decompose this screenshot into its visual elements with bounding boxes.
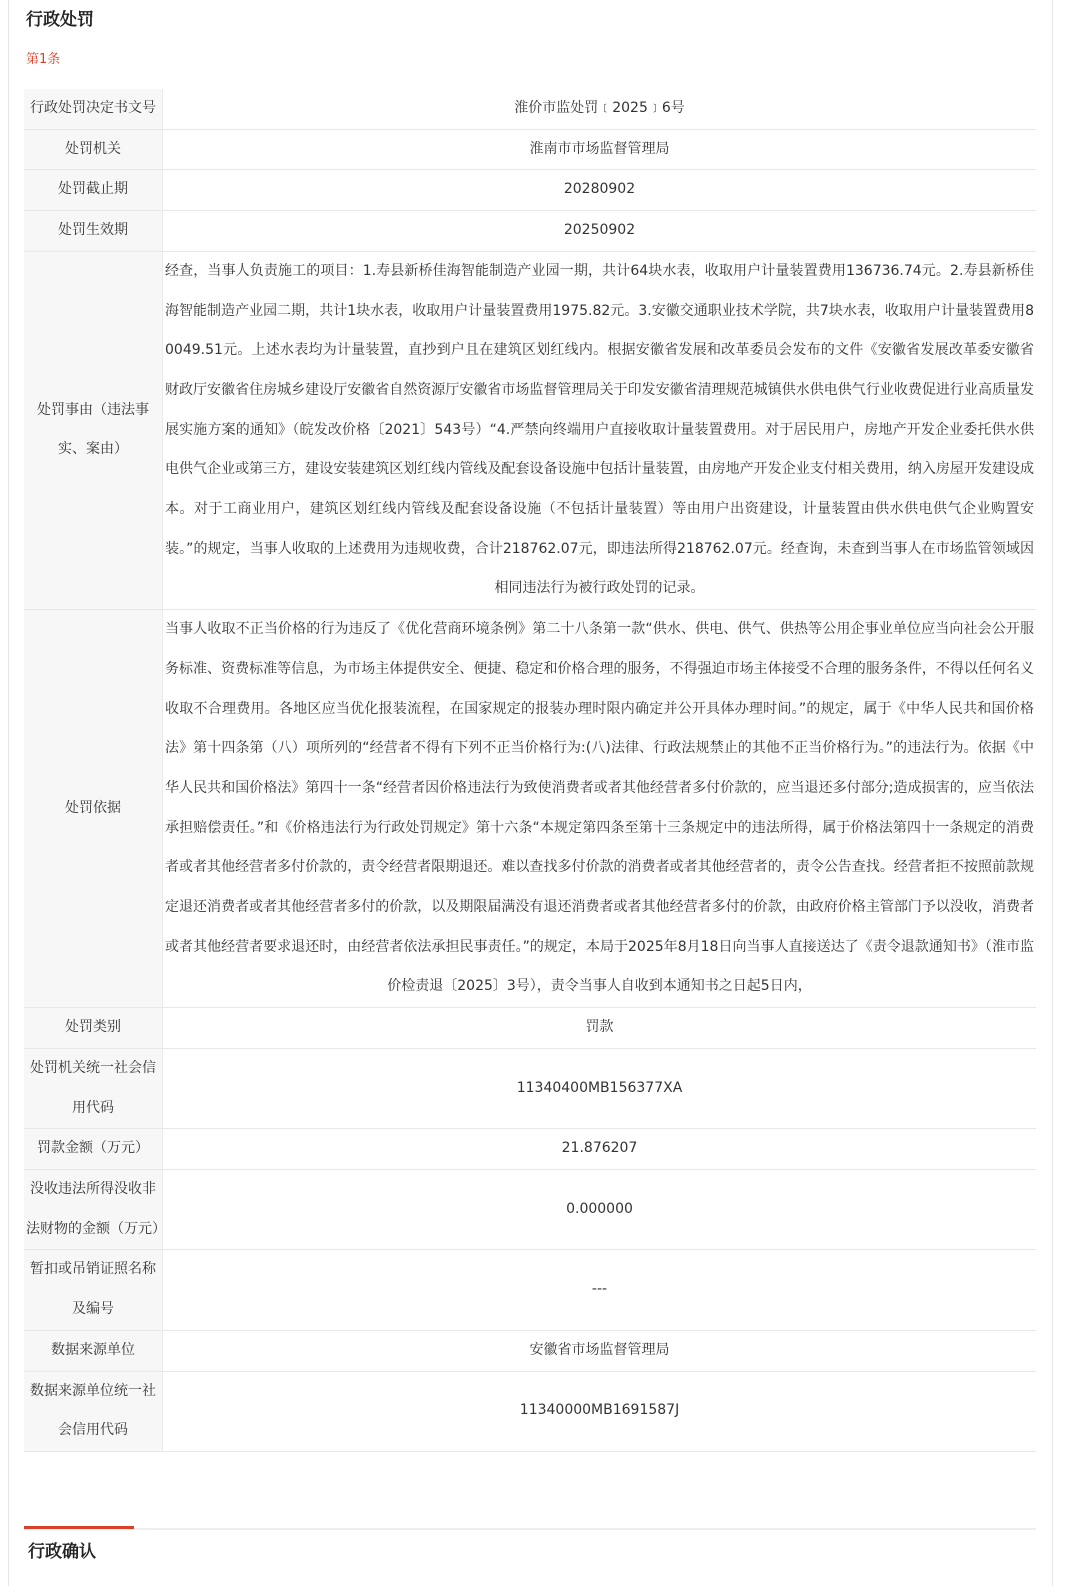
row-value: 安徽省市场监督管理局: [163, 1330, 1037, 1371]
row-value: 20280902: [163, 170, 1037, 211]
row-value: 21.876207: [163, 1129, 1037, 1170]
table-row: [24, 1169, 1036, 1249]
table-row: [24, 1008, 1036, 1049]
row-value: 20250902: [163, 211, 1037, 252]
row-value: 淮南市市场监督管理局: [163, 129, 1037, 170]
row-value: 11340000MB1691587J: [163, 1371, 1037, 1451]
row-key: 没收违法所得没收非法财物的金额（万元）: [24, 1169, 163, 1249]
table-row: [24, 1048, 1036, 1128]
row-value: 当事人收取不正当价格的行为违反了《优化营商环境条例》第二十八条第一款“供水、供电、供气、供热等公用企事业单位应当向社会公开服务标准、资费标准等信息，为市场主体提供安全、便捷、稳定和价格合理的服务，不得强迫市场主体接受不合理的服务条件，不得以任何名义收取不合理费用。各地区应当优化报装流程，在国家规定的报装办理时限内确定并公开具体办理时间。”的规定，属于《中华人民共和国价格法》第十四条第（八）项所列的“经营者不得有下列不正当价格行为:(八)法律、行政法规禁止的其他不正当价格行为。”的违法行为。依据《中华人民共和国价格法》第四十一条“经营者因价格违法行为致使消费者或者其他经营者多付价款的，应当退还多付部分;造成损害的，应当依法承担赔偿责任。”和《价格违法行为行政处罚规定》第十六条“本规定第四条至第十三条规定中的违法所得，属于价格法第四十一条规定的消费者或者其他经营者多付价款的，责令经营者限期退还。难以查找多付价款的消费者或者其他经营者的，责令公告查找。经营者拒不按照前款规定退还消费者或者其他经营者多付的价款，以及期限届满没有退还消费者或者其他经营者多付的价款，由政府价格主管部门予以没收，消费者或者其他经营者要求退还时，由经营者依法承担民事责任。”的规定，本局于2025年8月18日向当事人直接送达了《责令退款通知书》（淮市监价检责退〔2025〕3号），责令当事人自收到本通知书之日起5日内，: [163, 610, 1037, 1008]
row-key: 处罚机关统一社会信用代码: [24, 1048, 163, 1128]
table-row: [24, 1250, 1036, 1330]
left-frame-line: [8, 0, 9, 1586]
table-row: [24, 1371, 1036, 1451]
penalty-record-table: [24, 89, 1036, 1452]
row-key: 数据来源单位: [24, 1330, 163, 1371]
section-divider: [24, 1528, 1036, 1530]
row-key: 处罚事由（违法事实、案由）: [24, 251, 163, 609]
table-row: [24, 1330, 1036, 1371]
row-value: 淮价市监处罚﹝2025﹞6号: [163, 89, 1037, 129]
row-key: 罚款金额（万元）: [24, 1129, 163, 1170]
table-row: [24, 129, 1036, 170]
row-key: 处罚类别: [24, 1008, 163, 1049]
item-label: 第1条: [26, 52, 61, 67]
row-key: 处罚截止期: [24, 170, 163, 211]
table-row: [24, 610, 1036, 1008]
section-divider-accent: [24, 1526, 134, 1529]
row-value: ---: [163, 1250, 1037, 1330]
row-value: 0.000000: [163, 1169, 1037, 1249]
table-row: [24, 89, 1036, 129]
next-section-title: 行政确认: [28, 1542, 96, 1562]
table-row: [24, 170, 1036, 211]
right-frame-line: [1052, 0, 1053, 1586]
row-value: 罚款: [163, 1008, 1037, 1049]
row-key: 行政处罚决定书文号: [24, 89, 163, 129]
row-key: 处罚依据: [24, 610, 163, 1008]
table-row: [24, 251, 1036, 609]
section-title: 行政处罚: [26, 10, 94, 30]
row-key: 数据来源单位统一社会信用代码: [24, 1371, 163, 1451]
table-row: [24, 211, 1036, 252]
row-key: 处罚机关: [24, 129, 163, 170]
row-value: 11340400MB156377XA: [163, 1048, 1037, 1128]
row-key: 暂扣或吊销证照名称及编号: [24, 1250, 163, 1330]
table-row: [24, 1129, 1036, 1170]
row-key: 处罚生效期: [24, 211, 163, 252]
row-value: 经查，当事人负责施工的项目：1.寿县新桥佳海智能制造产业园一期，共计64块水表，收取用户计量装置费用136736.74元。2.寿县新桥佳海智能制造产业园二期，共计1块水表，收取用户计量装置费用1975.82元。3.安徽交通职业技术学院，共7块水表，收取用户计量装置费用80049.51元。上述水表均为计量装置，直抄到户且在建筑区划红线内。根据安徽省发展和改革委员会发布的文件《安徽省发展改革委安徽省财政厅安徽省住房城乡建设厅安徽省自然资源厅安徽省市场监督管理局关于印发安徽省清理规范城镇供水供电供气行业收费促进行业高质量发展实施方案的通知》（皖发改价格〔2021〕543号）“4.严禁向终端用户直接收取计量装置费用。对于居民用户，房地产开发企业委托供水供电供气企业或第三方，建设安装建筑区划红线内管线及配套设备设施中包括计量装置，由房地产开发企业支付相关费用，纳入房屋开发建设成本。对于工商业用户，建筑区划红线内管线及配套设备设施（不包括计量装置）等由用户出资建设，计量装置由供水供电供气企业购置安装。”的规定，当事人收取的上述费用为违规收费，合计218762.07元，即违法所得218762.07元。经查询，未查到当事人在市场监管领域因相同违法行为被行政处罚的记录。: [163, 251, 1037, 609]
